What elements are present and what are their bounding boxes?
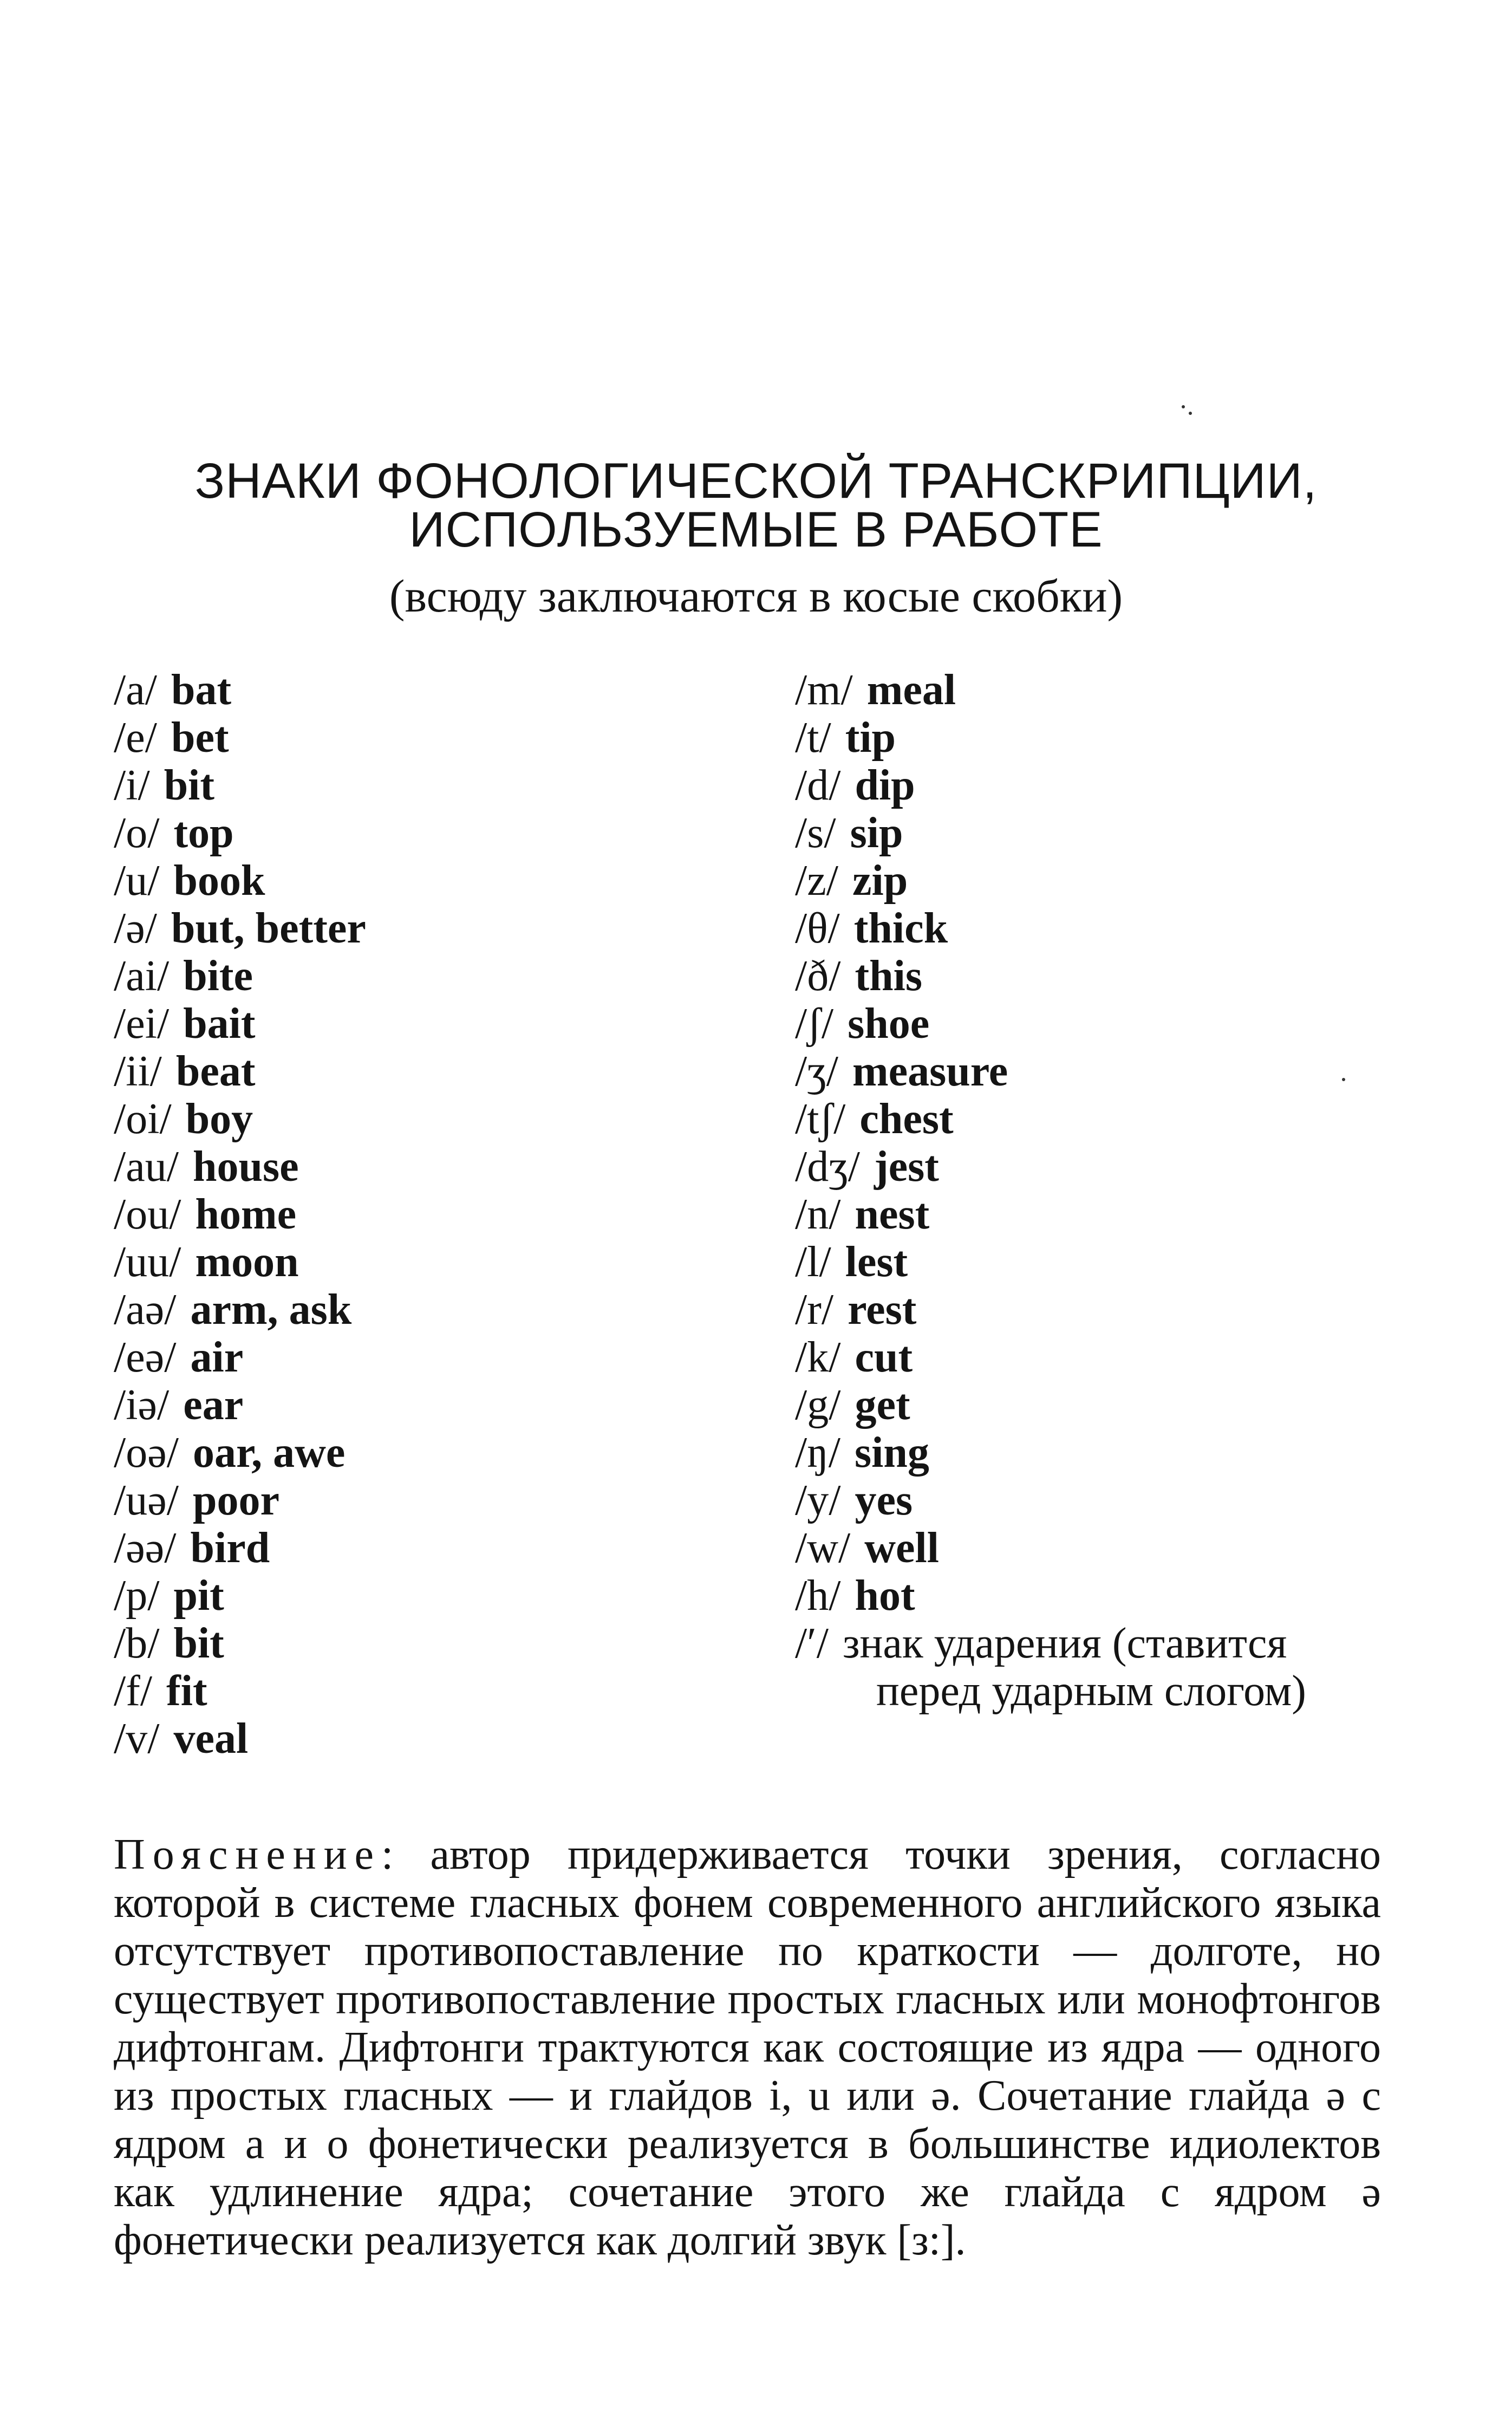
transcription-entry	[795, 1477, 1008, 1524]
transcription-entry	[795, 762, 1008, 809]
right-transcription-column	[795, 666, 1008, 1620]
phoneme-symbol: /p/	[114, 1572, 160, 1620]
phoneme-symbol: /r/	[795, 1286, 834, 1334]
transcription-entry	[114, 1238, 366, 1286]
transcription-entry	[114, 1667, 366, 1715]
stress-symbol: /ʹ/	[795, 1620, 829, 1667]
transcription-entry	[114, 1286, 366, 1334]
explanation-paragraph	[114, 1831, 1381, 2265]
phoneme-symbol: /ʒ/	[795, 1048, 838, 1095]
stress-description-line-1: знак ударения (ставится	[842, 1620, 1287, 1667]
example-word: yes	[855, 1477, 913, 1524]
example-word: air	[190, 1334, 244, 1381]
phoneme-symbol: /tʃ/	[795, 1095, 846, 1143]
stress-description-line-2: перед ударным слогом)	[876, 1667, 1306, 1715]
example-word: but, better	[171, 905, 366, 952]
phoneme-symbol: /ai/	[114, 952, 170, 1000]
scan-speck	[1342, 1078, 1345, 1081]
phoneme-symbol: /əə/	[114, 1524, 177, 1572]
phoneme-symbol: /f/	[114, 1667, 153, 1715]
transcription-entry	[795, 905, 1008, 952]
transcription-entry	[795, 1429, 1008, 1477]
example-word: pit	[173, 1572, 224, 1620]
example-word: fit	[166, 1667, 207, 1715]
transcription-entry	[114, 714, 366, 762]
stress-mark-entry	[795, 1620, 1391, 1715]
transcription-entry	[114, 1477, 366, 1524]
transcription-entry	[795, 809, 1008, 857]
transcription-entry	[795, 1143, 1008, 1191]
example-word: tip	[845, 714, 896, 762]
phoneme-symbol: /w/	[795, 1524, 851, 1572]
example-word: nest	[855, 1191, 930, 1238]
transcription-entry	[795, 857, 1008, 905]
transcription-entry	[795, 1191, 1008, 1238]
page-title-line-1: ЗНАКИ ФОНОЛОГИЧЕСКОЙ ТРАНСКРИПЦИИ,	[194, 453, 1318, 509]
phoneme-symbol: /uə/	[114, 1477, 179, 1524]
phoneme-symbol: /o/	[114, 809, 160, 857]
phoneme-symbol: /i/	[114, 762, 150, 809]
phoneme-symbol: /d/	[795, 762, 841, 809]
example-word: lest	[845, 1238, 908, 1286]
transcription-entry	[795, 1286, 1008, 1334]
example-word: house	[192, 1143, 299, 1191]
example-word: beat	[175, 1048, 256, 1095]
transcription-entry	[795, 714, 1008, 762]
example-word: well	[864, 1524, 939, 1572]
example-word: bite	[183, 952, 253, 1000]
phoneme-symbol: /ŋ/	[795, 1429, 841, 1477]
phoneme-symbol: /z/	[795, 857, 838, 905]
example-word: measure	[852, 1048, 1008, 1095]
transcription-entry	[795, 1000, 1008, 1048]
page-title-line-2: ИСПОЛЬЗУЕМЫЕ В РАБОТЕ	[409, 502, 1103, 557]
phoneme-symbol: /θ/	[795, 905, 840, 952]
example-word: bet	[171, 714, 229, 762]
example-word: meal	[866, 666, 956, 714]
phoneme-symbol: /h/	[795, 1572, 841, 1620]
example-word: chest	[859, 1095, 954, 1143]
phoneme-symbol: /s/	[795, 809, 836, 857]
example-word: sip	[850, 809, 903, 857]
example-word: oar, awe	[192, 1429, 346, 1477]
transcription-entry	[795, 1095, 1008, 1143]
transcription-entry	[795, 666, 1008, 714]
transcription-entry	[114, 1095, 366, 1143]
transcription-entry	[114, 809, 366, 857]
scan-speck	[1182, 405, 1185, 408]
example-word: cut	[855, 1334, 913, 1381]
page-subtitle: (всюду заключаются в косые скобки)	[389, 570, 1123, 622]
transcription-entry	[114, 1715, 366, 1763]
example-word: dip	[855, 762, 915, 809]
transcription-entry	[114, 1143, 366, 1191]
phoneme-symbol: /m/	[795, 666, 853, 714]
example-word: bit	[173, 1620, 224, 1667]
example-word: get	[855, 1381, 910, 1429]
example-word: top	[173, 809, 234, 857]
example-word: home	[195, 1191, 297, 1238]
phoneme-symbol: /ʃ/	[795, 1000, 834, 1048]
example-word: ear	[183, 1381, 244, 1429]
transcription-entry	[114, 1381, 366, 1429]
transcription-entry	[795, 1381, 1008, 1429]
phoneme-symbol: /oi/	[114, 1095, 172, 1143]
transcription-entry	[795, 1048, 1008, 1095]
example-word: zip	[852, 857, 908, 905]
transcription-entry	[114, 1429, 366, 1477]
example-word: veal	[173, 1715, 249, 1763]
phoneme-symbol: /n/	[795, 1191, 841, 1238]
scan-speck	[1189, 412, 1192, 415]
example-word: shoe	[848, 1000, 930, 1048]
left-transcription-column	[114, 666, 366, 1763]
transcription-entry	[795, 1238, 1008, 1286]
example-word: rest	[848, 1286, 917, 1334]
transcription-entry	[795, 1334, 1008, 1381]
transcription-entry	[795, 1524, 1008, 1572]
phoneme-symbol: /t/	[795, 714, 831, 762]
phoneme-symbol: /dʒ/	[795, 1143, 860, 1191]
transcription-entry	[114, 1524, 366, 1572]
phoneme-symbol: /y/	[795, 1477, 841, 1524]
phoneme-symbol: /ə/	[114, 905, 157, 952]
phoneme-symbol: /iə/	[114, 1381, 170, 1429]
transcription-entry	[114, 1048, 366, 1095]
example-word: boy	[185, 1095, 253, 1143]
example-word: bait	[183, 1000, 256, 1048]
transcription-entry	[114, 1191, 366, 1238]
phoneme-symbol: /k/	[795, 1334, 841, 1381]
example-word: hot	[855, 1572, 915, 1620]
transcription-entry	[114, 1620, 366, 1667]
example-word: moon	[195, 1238, 299, 1286]
phoneme-symbol: /ei/	[114, 1000, 170, 1048]
transcription-entry	[114, 857, 366, 905]
phoneme-symbol: /aə/	[114, 1286, 177, 1334]
transcription-entry	[114, 952, 366, 1000]
phoneme-symbol: /oə/	[114, 1429, 179, 1477]
phoneme-symbol: /l/	[795, 1238, 831, 1286]
transcription-entry	[795, 1572, 1008, 1620]
example-word: bit	[164, 762, 215, 809]
phoneme-symbol: /v/	[114, 1715, 160, 1763]
explanation-text: : автор придерживается точки зрения, согласно которой в системе гласных фонем современного английского языка отсутствует противопоставление по краткости — долготе, но существует противопоставление простых гласных или монофтонгов дифтонгам. Дифтонги трактуются как состоящие из ядра — одного из простых гласных — и глайдов i, u или ə. Сочетание глайда ə с ядром a и o фонетически реализуется в большинстве идиолектов как удлинение ядра; сочетание этого же глайда с ядром ə фонетически реализуется как долгий звук [з:].	[114, 1831, 1381, 2264]
transcription-entry	[795, 952, 1008, 1000]
example-word: jest	[874, 1143, 939, 1191]
explanation-lead: Пояснение	[114, 1831, 382, 1878]
phoneme-symbol: /uu/	[114, 1238, 181, 1286]
example-word: poor	[192, 1477, 279, 1524]
transcription-entry	[114, 762, 366, 809]
phoneme-symbol: /eə/	[114, 1334, 177, 1381]
phoneme-symbol: /a/	[114, 666, 157, 714]
transcription-entry	[114, 1572, 366, 1620]
example-word: book	[173, 857, 265, 905]
example-word: bat	[171, 666, 232, 714]
example-word: bird	[190, 1524, 270, 1572]
example-word: this	[855, 952, 922, 1000]
transcription-entry	[114, 1334, 366, 1381]
phoneme-symbol: /g/	[795, 1381, 841, 1429]
example-word: sing	[855, 1429, 929, 1477]
transcription-entry	[114, 1000, 366, 1048]
phoneme-symbol: /u/	[114, 857, 160, 905]
example-word: arm, ask	[190, 1286, 352, 1334]
transcription-entry	[114, 905, 366, 952]
phoneme-symbol: /b/	[114, 1620, 160, 1667]
transcription-entry	[114, 666, 366, 714]
phoneme-symbol: /e/	[114, 714, 157, 762]
phoneme-symbol: /ð/	[795, 952, 841, 1000]
example-word: thick	[853, 905, 948, 952]
phoneme-symbol: /ou/	[114, 1191, 181, 1238]
phoneme-symbol: /au/	[114, 1143, 179, 1191]
phoneme-symbol: /ii/	[114, 1048, 162, 1095]
